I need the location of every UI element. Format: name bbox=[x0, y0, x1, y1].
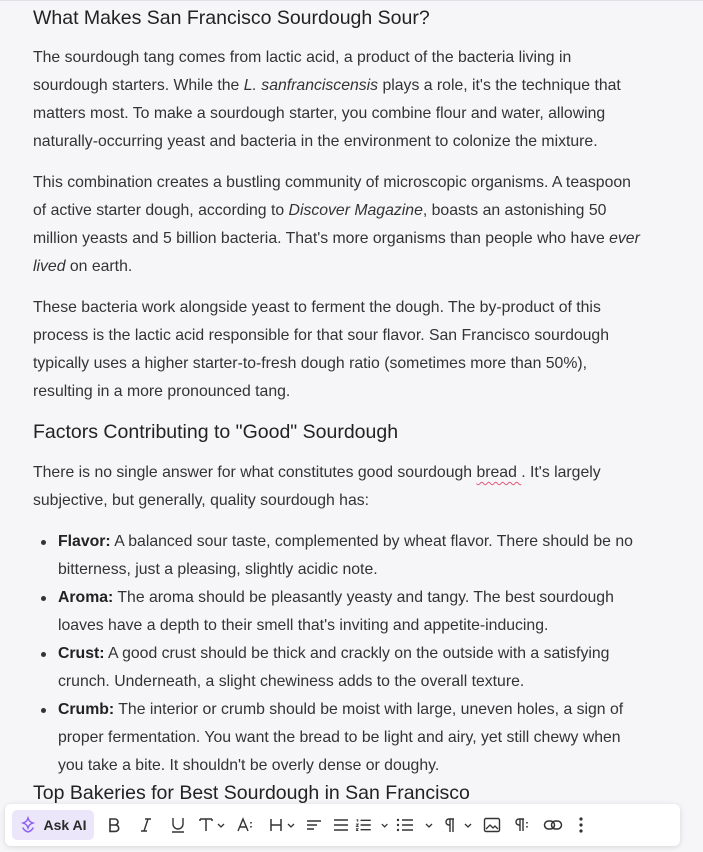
chevron-down-icon bbox=[380, 820, 389, 830]
paragraph-lactic-acid bbox=[33, 44, 643, 156]
section-heading-sour: What Makes San Francisco Sourdough Sour? bbox=[33, 7, 430, 29]
paragraph-direction-button[interactable] bbox=[511, 810, 535, 840]
align-left-icon bbox=[306, 818, 322, 832]
text-style-dropdown[interactable] bbox=[195, 810, 229, 840]
text-run: , boasts an astonishing 50 million yeasts and 5 billion bacteria. That's more organisms than people who have bbox=[33, 202, 610, 247]
more-options-button[interactable] bbox=[573, 810, 589, 840]
insert-link-button[interactable] bbox=[541, 810, 565, 840]
bullet-dot bbox=[41, 540, 46, 545]
italic-button[interactable] bbox=[135, 810, 157, 840]
bullet-dot bbox=[41, 652, 46, 657]
underline-icon bbox=[170, 816, 186, 834]
italic-icon bbox=[139, 817, 153, 833]
bullet-term: Crust: bbox=[58, 645, 105, 662]
bold-icon bbox=[107, 817, 121, 833]
text-run: on earth. bbox=[65, 258, 133, 275]
list-item bbox=[33, 640, 643, 696]
numbered-list-icon bbox=[355, 818, 372, 832]
text-style-icon bbox=[198, 817, 214, 833]
align-justify-button[interactable] bbox=[330, 810, 352, 840]
spellcheck-word[interactable]: bread bbox=[476, 464, 522, 481]
more-vertical-icon bbox=[578, 816, 584, 834]
list-item bbox=[33, 696, 643, 780]
bullet-term: Aroma: bbox=[58, 589, 114, 606]
bullet-text: A balanced sour taste, complemented by wheat flavor. There should be no bitterness, just a pleasing, slightly acidic note. bbox=[58, 533, 633, 578]
font-size-button[interactable] bbox=[235, 810, 259, 840]
formatting-toolbar bbox=[5, 804, 680, 846]
text-run: The sourdough tang comes from lactic acid, a product of the bacteria living in sourdough starters. While the bbox=[33, 49, 572, 94]
bullet-text: The aroma should be pleasantly yeasty and tangy. The best sourdough loaves have a depth to their smell that's inviting and appetite-inducing. bbox=[58, 589, 614, 634]
italic-text: ever lived bbox=[33, 230, 640, 275]
italic-text: L. sanfranciscensis bbox=[243, 77, 379, 94]
bullet-text: A good crust should be thick and crackly on the outside with a satisfying crunch. Underneath, a slight chewiness adds to the overall texture. bbox=[58, 645, 610, 690]
text-run: There is no single answer for what constitutes good sourdough bbox=[33, 464, 477, 481]
numbered-list-dropdown[interactable] bbox=[355, 810, 389, 840]
bold-button[interactable] bbox=[103, 810, 125, 840]
bullet-dot bbox=[41, 708, 46, 713]
ask-ai-label: Ask AI bbox=[43, 817, 87, 833]
ask-ai-button[interactable] bbox=[12, 810, 94, 840]
bullet-text: The interior or crumb should be moist with large, uneven holes, a sign of proper fermentation. You want the bread to be light and airy, yet still chewy when you take a bite. It shouldn't be overly dense or doughy. bbox=[58, 701, 624, 774]
paragraph-dropdown[interactable] bbox=[441, 810, 475, 840]
text-run: This combination creates a bustling community of microscopic organisms. A teaspoon of active starter dough, according to bbox=[33, 174, 631, 219]
align-justify-icon bbox=[333, 818, 349, 832]
chevron-down-icon bbox=[216, 820, 226, 830]
text-run: plays a role, it's the technique that matters most. To make a sourdough starter, you combine flour and water, allowing naturally-occurring yeast and bacteria in the environment to colonize the mixture. bbox=[33, 77, 621, 150]
align-left-button[interactable] bbox=[303, 810, 325, 840]
list-item bbox=[33, 528, 643, 584]
bullet-term: Flavor: bbox=[58, 533, 111, 550]
bullet-list-dropdown[interactable] bbox=[395, 810, 435, 840]
chevron-down-icon bbox=[286, 820, 296, 830]
image-icon bbox=[483, 817, 501, 833]
link-icon bbox=[543, 818, 563, 832]
top-divider bbox=[0, 0, 703, 4]
ai-sparkle-icon bbox=[19, 816, 37, 834]
heading-dropdown[interactable] bbox=[265, 810, 299, 840]
text-run: . It's largely subjective, but generally, quality sourdough has: bbox=[33, 464, 601, 509]
chevron-down-icon bbox=[424, 820, 434, 830]
paragraph-fermentation: These bacteria work alongside yeast to ferment the dough. The by-product of this process is the lactic acid responsible for that sour flavor. San Francisco sourdough typically uses a higher starter-to-fresh dough ratio (sometimes more than 50%), resulting in a more pronounced tang. bbox=[33, 299, 609, 400]
chevron-down-icon bbox=[463, 820, 473, 830]
bullet-term: Crumb: bbox=[58, 701, 115, 718]
pilcrow-direction-icon bbox=[514, 817, 532, 833]
underline-button[interactable] bbox=[167, 810, 189, 840]
section-heading-good-sourdough: Factors Contributing to "Good" Sourdough bbox=[33, 421, 399, 443]
font-size-icon bbox=[237, 817, 257, 833]
insert-image-button[interactable] bbox=[480, 810, 504, 840]
bullet-dot bbox=[41, 596, 46, 601]
list-item bbox=[33, 584, 643, 640]
paragraph-subjective bbox=[33, 459, 643, 515]
section-heading-top-bakeries: Top Bakeries for Best Sourdough in San Francisco bbox=[33, 782, 470, 804]
heading-icon bbox=[268, 817, 284, 833]
bullet-list-icon bbox=[396, 818, 414, 832]
quality-bullet-list bbox=[33, 528, 643, 780]
italic-text: Discover Magazine bbox=[288, 202, 423, 219]
paragraph-microorganisms bbox=[33, 169, 643, 281]
pilcrow-icon bbox=[443, 817, 457, 833]
